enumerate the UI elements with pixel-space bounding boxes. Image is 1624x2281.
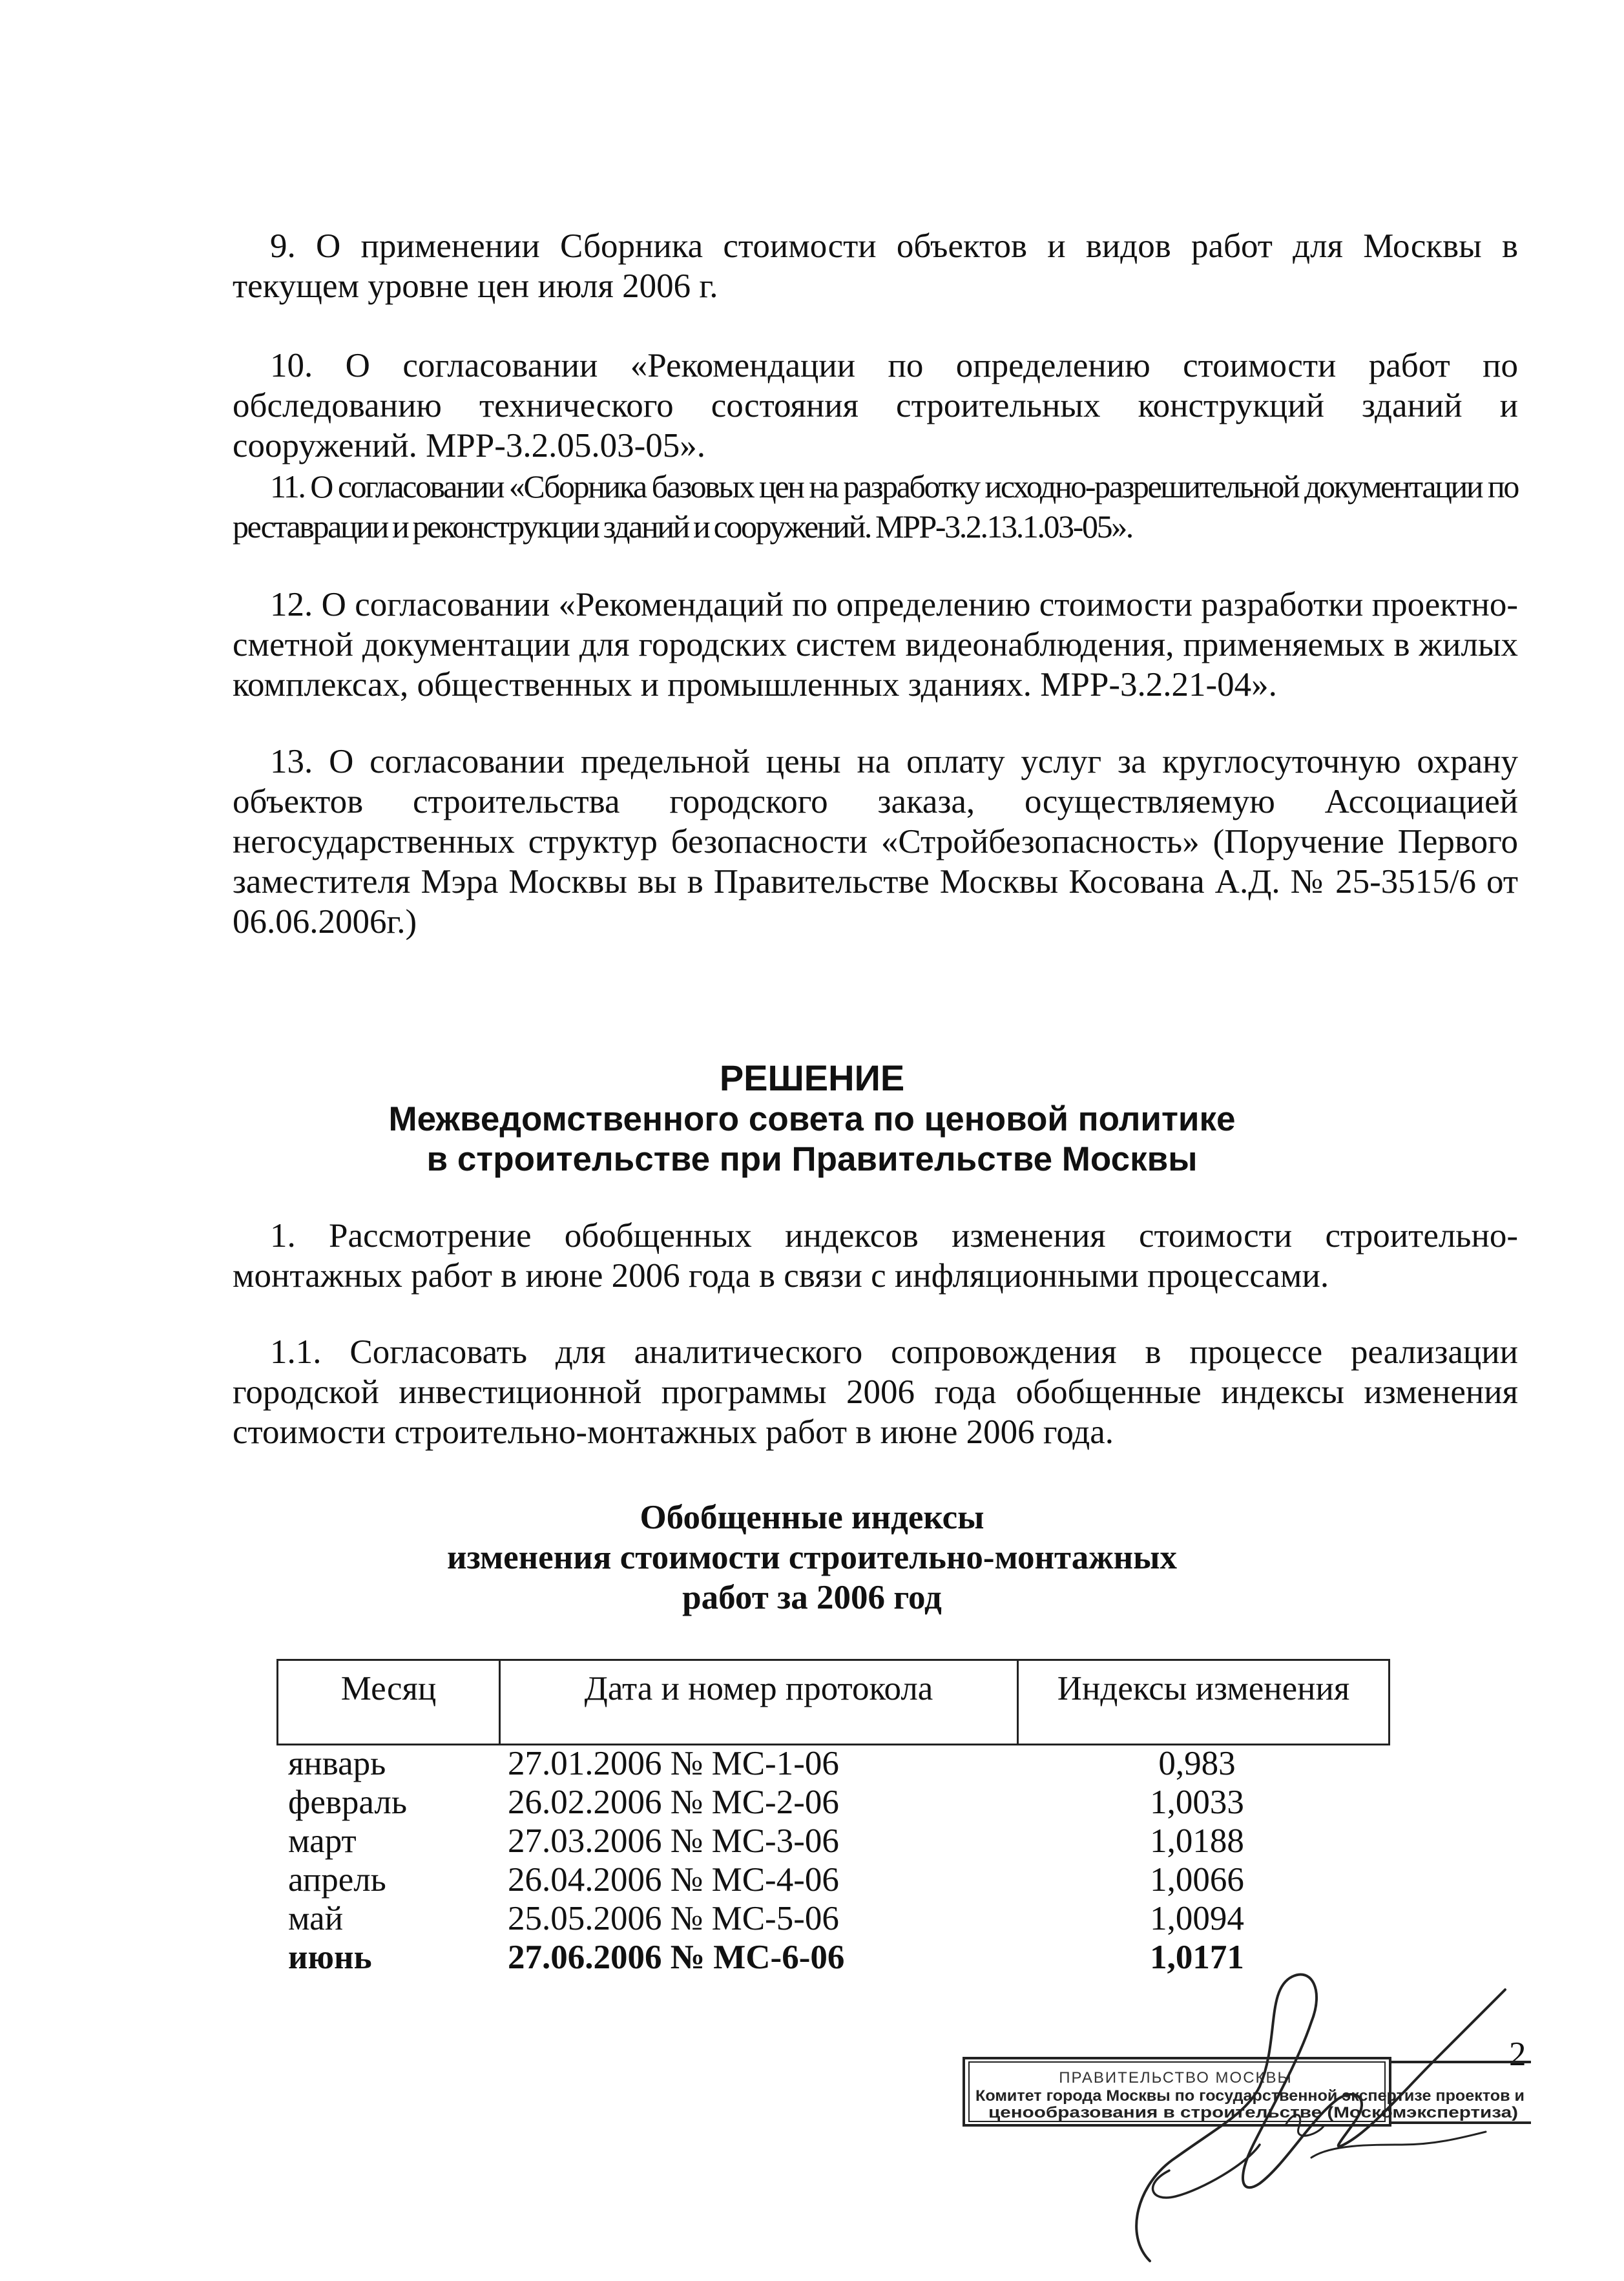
cell-protocol: 25.05.2006 № МС-5-06: [508, 1900, 839, 1937]
decision-subtitle-line2: в строительстве при Правительстве Москвы: [426, 1140, 1198, 1178]
cell-month: февраль: [288, 1784, 407, 1821]
table-row: [276, 1783, 1390, 1822]
table-title-line1: Обобщенные индексы: [640, 1499, 984, 1536]
agenda-item-10: 10. О согласовании «Рекомендации по определению стоимости работ по обследованию технического состояния строительных конструкций зданий и сооружений. МРР-3.2.05.03-05».: [233, 347, 1518, 464]
cell-protocol: 27.01.2006 № МС-1-06: [508, 1745, 839, 1782]
cell-protocol: 26.04.2006 № МС-4-06: [508, 1861, 839, 1899]
svg-text:ПРАВИТЕЛЬСТВО МОСКВЫ: ПРАВИТЕЛЬСТВО МОСКВЫ: [1059, 2069, 1293, 2087]
cell-protocol: 26.02.2006 № МС-2-06: [508, 1784, 839, 1821]
header-month: Месяц: [278, 1661, 501, 1744]
cell-index: 1,0094: [1150, 1900, 1244, 1937]
cell-month: июнь: [288, 1939, 372, 1976]
decision-title: РЕШЕНИЕ: [719, 1057, 905, 1098]
cell-month: май: [288, 1900, 344, 1937]
table-body: [276, 1744, 1390, 1977]
agenda-item-11: 11. О согласовании «Сборника базовых цен на разработку исходно-разрешительной документации по реставрации и реконструкции зданий и сооружений. МРР-3.2.13.1.03-05».: [233, 468, 1518, 545]
table-row: [276, 1744, 1390, 1783]
agenda-item-12: 12. О согласовании «Рекомендаций по определению стоимости разработки проектно-сметной документации для городских систем видеонаблюдения, применяемых в жилых комплексах, общественных и промышленных зданиях. МРР-3.2.21-04».: [233, 586, 1518, 703]
signature: [1098, 1951, 1563, 2274]
cell-index: 1,0066: [1150, 1861, 1244, 1899]
svg-text:ценообразования в строительств: ценообразования в строительстве (Москомэкспертиза): [988, 2104, 1518, 2121]
cell-index: 1,0171: [1150, 1939, 1244, 1976]
agenda-item-13: 13. О согласовании предельной цены на оплату услуг за круглосуточную охрану объектов строительства городского заказа, осуществляемую Ассоциацией негосударственных структур безопасности «Стройбезопасность» (Поручение Первого заместителя Мэра Москвы вы в Правительстве Москвы Косована А.Д. № 25-3515/6 от 06.06.2006г.): [233, 743, 1518, 941]
header-index: Индексы изменения: [1057, 1670, 1350, 1707]
cell-index: 1,0188: [1150, 1822, 1244, 1860]
page-number: 2: [1509, 2036, 1526, 2073]
agenda-item-9: 9. О применении Сборника стоимости объектов и видов работ для Москвы в текущем уровне цен июля 2006 г.: [233, 227, 1518, 305]
decision-point-1: 1. Рассмотрение обобщенных индексов изменения стоимости строительно-монтажных работ в июне 2006 года в связи с инфляционными процессами.: [233, 1217, 1518, 1295]
cell-protocol: 27.03.2006 № МС-3-06: [508, 1822, 839, 1860]
cell-index: 0,983: [1158, 1745, 1236, 1782]
table-title-line3: работ за 2006 год: [682, 1579, 942, 1616]
table-row: [276, 1860, 1390, 1899]
cell-protocol: 27.06.2006 № МС-6-06: [508, 1939, 845, 1976]
cell-month: январь: [288, 1745, 386, 1782]
table-row: [276, 1899, 1390, 1938]
table-title-line2: изменения стоимости строительно-монтажных: [446, 1539, 1178, 1576]
table-row: [276, 1822, 1390, 1860]
cell-index: 1,0033: [1150, 1784, 1244, 1821]
table-header: [276, 1659, 1390, 1745]
header-protocol: Дата и номер протокола: [501, 1661, 1019, 1744]
decision-point-1-1: 1.1. Согласовать для аналитического сопровождения в процессе реализации городской инвестиционной программы 2006 года обобщенные индексы изменения стоимости строительно-монтажных работ в июне 2006 года.: [233, 1333, 1518, 1451]
svg-text:Комитет города Москвы по госуд: Комитет города Москвы по государственной экспертизе проектов и: [975, 2087, 1525, 2105]
cell-month: апрель: [288, 1861, 386, 1899]
decision-subtitle-line1: Межведомственного совета по ценовой политике: [388, 1100, 1236, 1138]
cell-month: март: [288, 1822, 357, 1860]
